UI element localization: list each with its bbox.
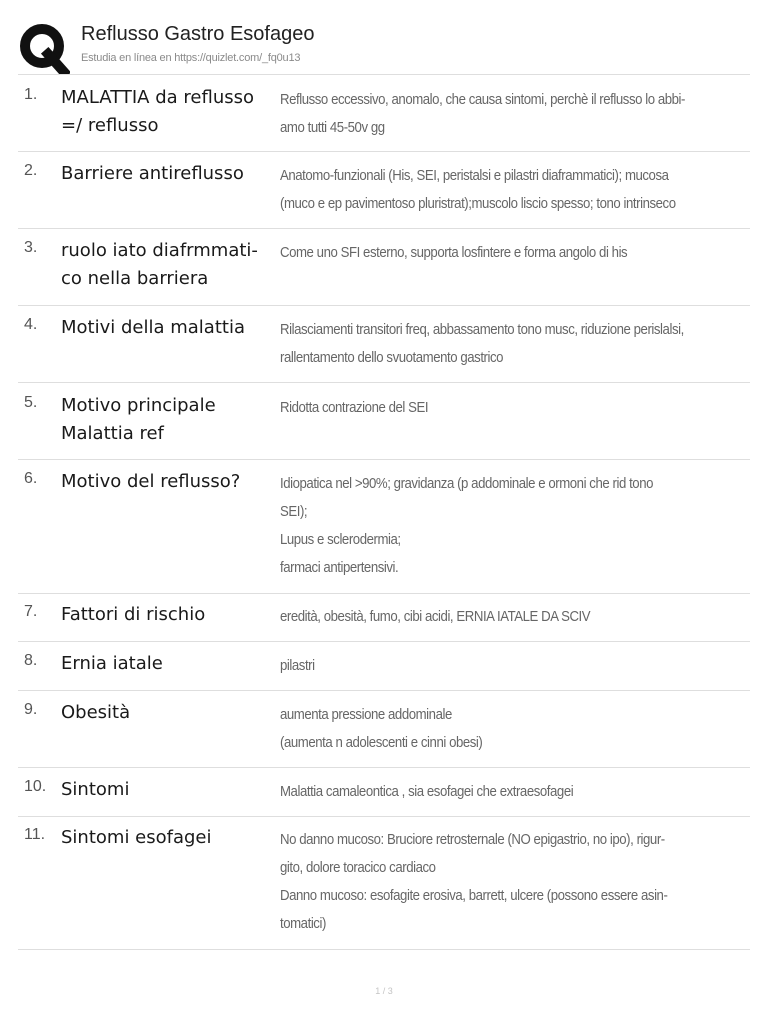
divider bbox=[18, 305, 750, 306]
term-line: Motivo principale bbox=[61, 395, 216, 416]
card-definition bbox=[280, 162, 694, 218]
term-line: Malattia ref bbox=[61, 423, 164, 444]
definition-line: Come uno SFI esterno, supporta losfintere e forma angolo di his bbox=[280, 244, 628, 261]
definition-line: pilastri bbox=[280, 657, 315, 674]
divider bbox=[18, 382, 750, 383]
divider bbox=[18, 690, 750, 691]
card-term bbox=[61, 160, 271, 188]
definition-line: Lupus e sclerodermia; bbox=[280, 531, 401, 548]
card-definition bbox=[280, 239, 694, 267]
card-definition bbox=[280, 701, 694, 757]
card-number: 7. bbox=[24, 603, 38, 620]
card-definition bbox=[280, 603, 694, 631]
card-definition bbox=[280, 826, 694, 938]
definition-line: Rilasciamenti transitori freq, abbassamento tono musc, riduzione perislalsi, bbox=[280, 321, 684, 338]
definition-line: aumenta pressione addominale bbox=[280, 706, 452, 723]
term-line: ruolo iato diafrmmati- bbox=[61, 240, 258, 261]
definition-line: Anatomo-funzionali (His, SEI, peristalsi e pilastri diaframmatici); mucosa bbox=[280, 167, 669, 184]
divider bbox=[18, 459, 750, 460]
divider bbox=[18, 641, 750, 642]
card-number: 2. bbox=[24, 162, 38, 179]
card-term bbox=[61, 601, 271, 629]
definition-line: Danno mucoso: esofagite erosiva, barrett, ulcere (possono essere asin- bbox=[280, 887, 668, 904]
card-term bbox=[61, 824, 271, 852]
term-line: Motivo del reflusso? bbox=[61, 471, 241, 492]
card-term bbox=[61, 699, 271, 727]
term-line: co nella barriera bbox=[61, 268, 209, 289]
study-link-subtitle: Estudia en línea en https://quizlet.com/_fq0u13 bbox=[81, 52, 301, 64]
card-number: 4. bbox=[24, 316, 38, 333]
definition-line: (muco e ep pavimentoso pluristrat);muscolo liscio spesso; tono intrinseco bbox=[280, 195, 676, 212]
definition-line: gito, dolore toracico cardiaco bbox=[280, 859, 436, 876]
definition-line: Idiopatica nel >90%; gravidanza (p addominale e ormoni che rid tono bbox=[280, 475, 654, 492]
card-definition bbox=[280, 470, 694, 582]
header bbox=[18, 18, 750, 74]
definition-line: amo tutti 45-50v gg bbox=[280, 119, 385, 136]
card-number: 1. bbox=[24, 86, 38, 103]
definition-line: farmaci antipertensivi. bbox=[280, 559, 399, 576]
term-line: Motivi della malattia bbox=[61, 317, 245, 338]
card-term bbox=[61, 468, 271, 496]
term-line: Sintomi esofagei bbox=[61, 827, 212, 848]
card-number: 9. bbox=[24, 701, 38, 718]
card-number: 8. bbox=[24, 652, 38, 669]
divider bbox=[18, 767, 750, 768]
card-term bbox=[61, 392, 271, 448]
definition-line: rallentamento dello svuotamento gastrico bbox=[280, 349, 504, 366]
divider bbox=[18, 816, 750, 817]
term-line: =/ reflusso bbox=[61, 115, 159, 136]
definition-line: (aumenta n adolescenti e cinni obesi) bbox=[280, 734, 483, 751]
divider bbox=[18, 949, 750, 950]
card-term bbox=[61, 776, 271, 804]
card-definition bbox=[280, 778, 694, 806]
card-number: 3. bbox=[24, 239, 38, 256]
card-definition bbox=[280, 394, 694, 422]
definition-line: tomatici) bbox=[280, 915, 326, 932]
quizlet-logo-icon bbox=[18, 22, 70, 74]
card-number: 10. bbox=[24, 778, 47, 795]
page-number: 1 / 3 bbox=[375, 986, 393, 996]
card-number: 6. bbox=[24, 470, 38, 487]
definition-line: Reflusso eccessivo, anomalo, che causa sintomi, perchè il reflusso lo abbi- bbox=[280, 91, 686, 108]
divider bbox=[18, 74, 750, 75]
term-line: Obesità bbox=[61, 702, 131, 723]
term-line: Ernia iatale bbox=[61, 653, 163, 674]
definition-line: eredità, obesità, fumo, cibi acidi, ERNIA IATALE DA SCIV bbox=[280, 608, 591, 625]
definition-line: Ridotta contrazione del SEI bbox=[280, 399, 429, 416]
divider bbox=[18, 228, 750, 229]
card-number: 11. bbox=[24, 826, 46, 843]
card-number: 5. bbox=[24, 394, 38, 411]
definition-line: Malattia camaleontica , sia esofagei che extraesofagei bbox=[280, 783, 574, 800]
definition-line: No danno mucoso: Bruciore retrosternale (NO epigastrio, no ipo), rigur- bbox=[280, 831, 665, 848]
divider bbox=[18, 151, 750, 152]
card-term bbox=[61, 237, 271, 293]
term-line: Sintomi bbox=[61, 779, 130, 800]
term-line: MALATTIA da reflusso bbox=[61, 87, 254, 108]
term-line: Fattori di rischio bbox=[61, 604, 206, 625]
term-line: Barriere antireflusso bbox=[61, 163, 244, 184]
card-term bbox=[61, 650, 271, 678]
card-definition bbox=[280, 652, 694, 680]
card-term bbox=[61, 84, 271, 140]
card-definition bbox=[280, 86, 694, 142]
page-title: Reflusso Gastro Esofageo bbox=[81, 23, 315, 45]
divider bbox=[18, 593, 750, 594]
definition-line: SEI); bbox=[280, 503, 308, 520]
card-term bbox=[61, 314, 271, 342]
card-definition bbox=[280, 316, 694, 372]
